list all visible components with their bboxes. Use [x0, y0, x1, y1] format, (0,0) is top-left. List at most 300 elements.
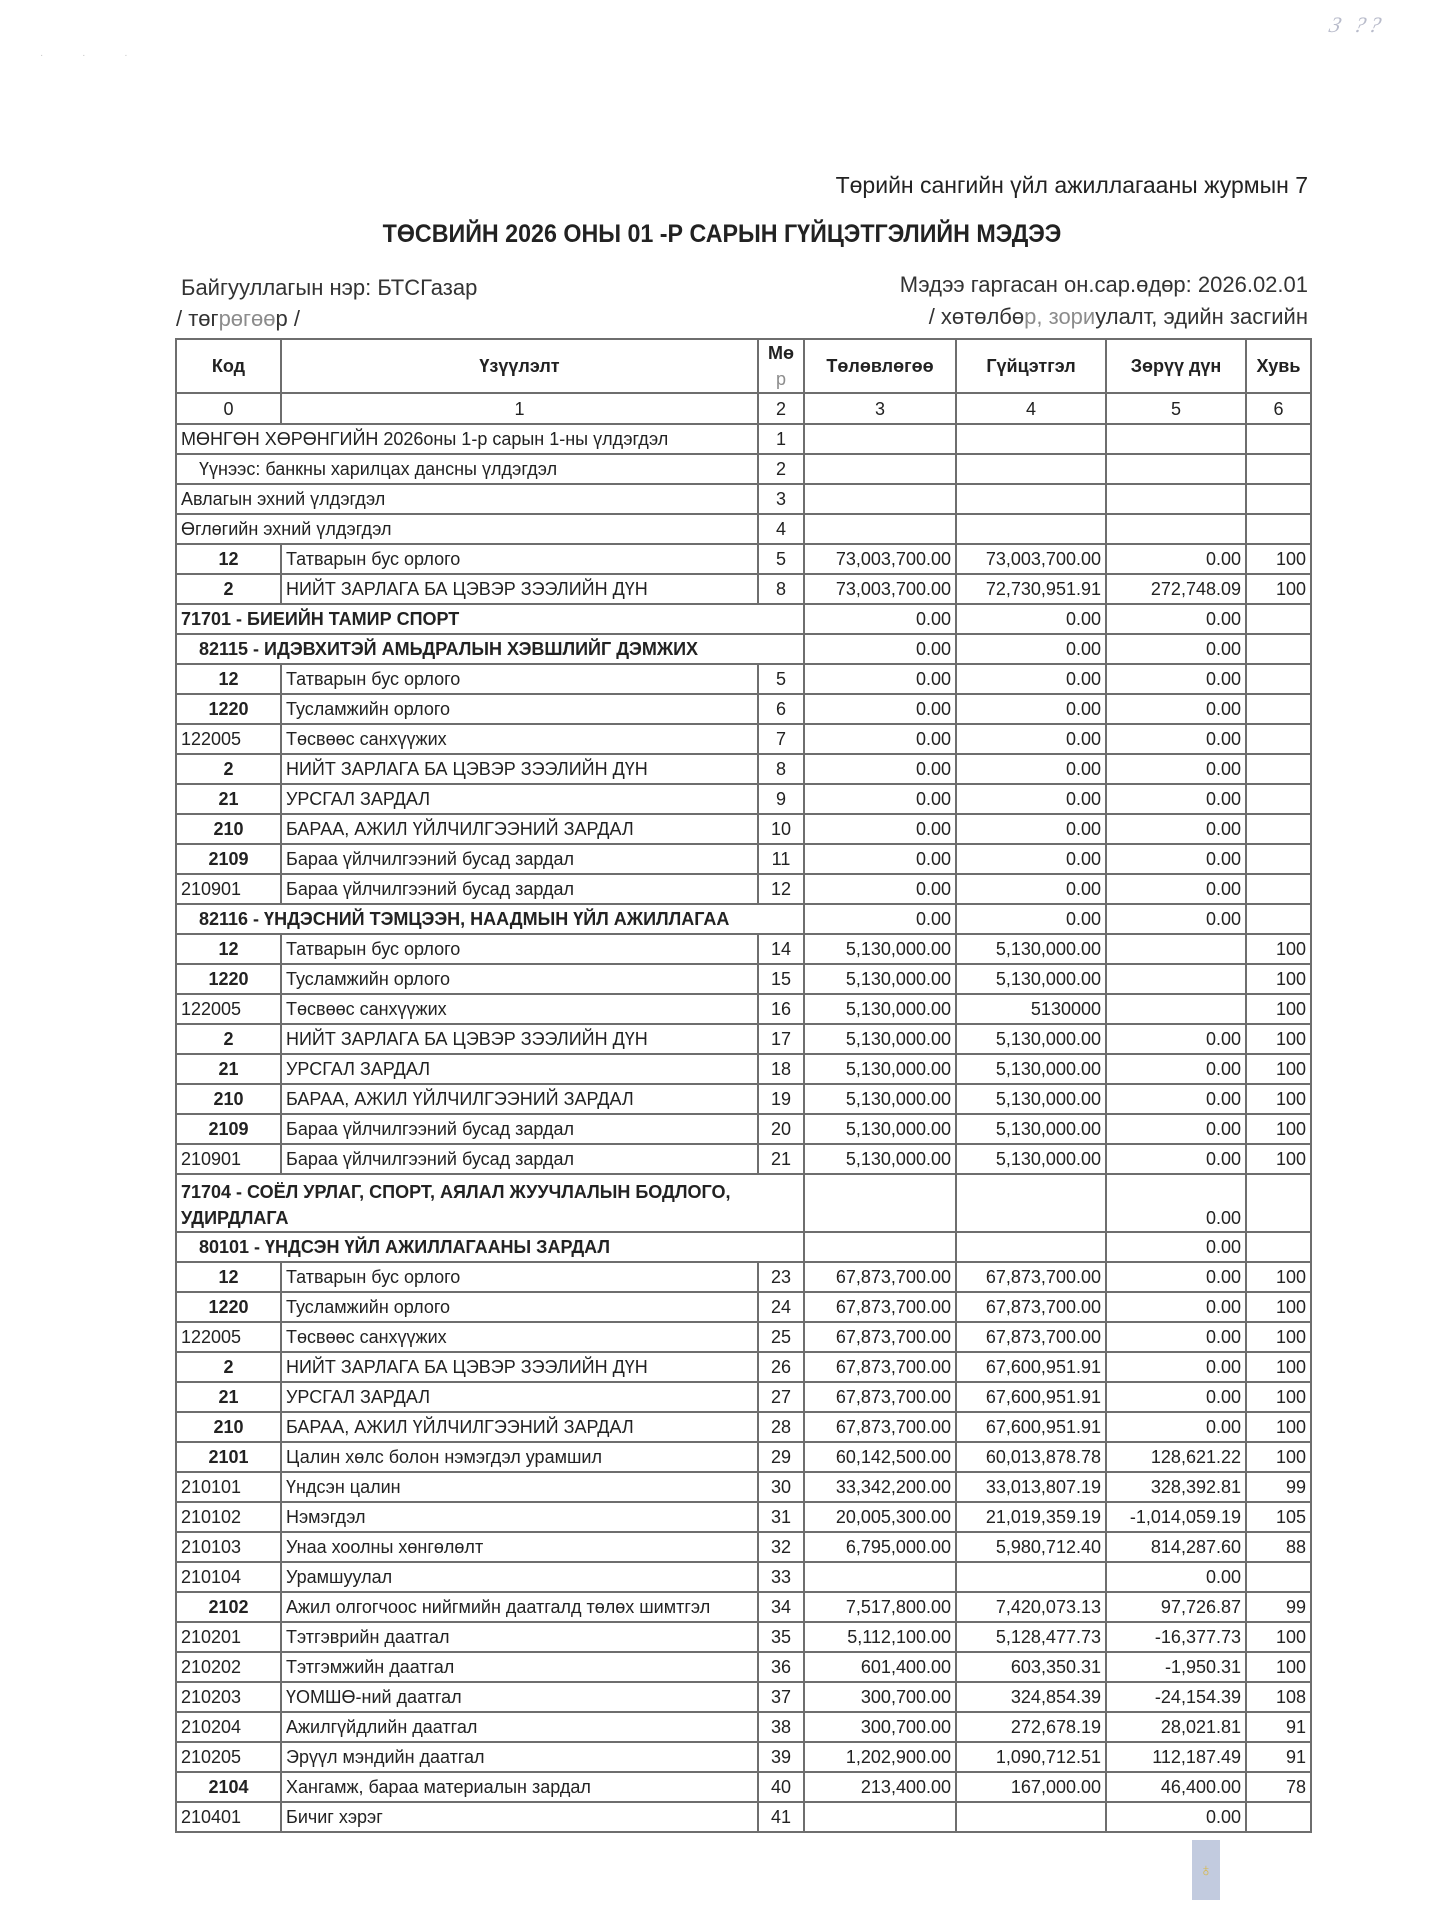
empty-cell [804, 514, 956, 544]
row-description: Хангамж, бараа материалын зардал [281, 1772, 758, 1802]
actual-value: 5,130,000.00 [956, 934, 1106, 964]
percent-value: 100 [1246, 1412, 1311, 1442]
table-row [176, 1144, 1311, 1174]
percent-value: 100 [1246, 1652, 1311, 1682]
index-cell: 1 [281, 393, 758, 424]
row-number: 1 [758, 424, 804, 454]
difference-value: 46,400.00 [1106, 1772, 1246, 1802]
difference-value [1106, 994, 1246, 1024]
section-label: 82116 - ҮНДЭСНИЙ ТЭМЦЭЭН, НААДМЫН ҮЙЛ АЖИЛЛАГАА [176, 904, 804, 934]
plan-value: 5,130,000.00 [804, 1024, 956, 1054]
empty-cell [804, 454, 956, 484]
difference-value: 0.00 [1106, 724, 1246, 754]
percent-value: 100 [1246, 1024, 1311, 1054]
difference-value: 328,392.81 [1106, 1472, 1246, 1502]
handwritten-note: 3 ?? [1326, 12, 1388, 37]
percent-value: 100 [1246, 1114, 1311, 1144]
row-number: 30 [758, 1472, 804, 1502]
actual-value: 5130000 [956, 994, 1106, 1024]
percent-value [1246, 814, 1311, 844]
program-header-71704 [176, 1174, 1311, 1232]
actual-value: 5,130,000.00 [956, 1114, 1106, 1144]
row-label: Үүнээс: банкны харилцах дансны үлдэгдэл [176, 454, 758, 484]
index-cell: 6 [1246, 393, 1311, 424]
opening-balance-row [176, 514, 1311, 544]
row-number: 26 [758, 1352, 804, 1382]
plan-value: 0.00 [804, 874, 956, 904]
table-row [176, 1084, 1311, 1114]
difference-value: 0.00 [1106, 874, 1246, 904]
program-header-71701 [176, 604, 1311, 634]
percent-value: 100 [1246, 1622, 1311, 1652]
row-code: 2 [176, 1024, 281, 1054]
row-number: 23 [758, 1262, 804, 1292]
row-number: 18 [758, 1054, 804, 1084]
row-description: БАРАА, АЖИЛ ҮЙЛЧИЛГЭЭНИЙ ЗАРДАЛ [281, 1084, 758, 1114]
row-number: 19 [758, 1084, 804, 1114]
row-code: 1220 [176, 1292, 281, 1322]
actual-value: 0.00 [956, 694, 1106, 724]
table-row [176, 1742, 1311, 1772]
difference-value: 814,287.60 [1106, 1532, 1246, 1562]
plan-value: 6,795,000.00 [804, 1532, 956, 1562]
row-description: Төсвөөс санхүүжих [281, 994, 758, 1024]
table-row [176, 694, 1311, 724]
difference-value: 0.00 [1106, 1802, 1246, 1832]
table-row [176, 994, 1311, 1024]
empty-cell [1246, 1174, 1311, 1232]
header-actual: Гүйцэтгэл [956, 339, 1106, 393]
table-row [176, 754, 1311, 784]
row-number: 12 [758, 874, 804, 904]
row-number: 40 [758, 1772, 804, 1802]
percent-value: 105 [1246, 1502, 1311, 1532]
plan-value: 0.00 [804, 634, 956, 664]
index-cell: 2 [758, 393, 804, 424]
actual-value: 67,600,951.91 [956, 1412, 1106, 1442]
difference-value: 0.00 [1106, 1382, 1246, 1412]
subprogram-header-82115 [176, 634, 1311, 664]
row-number: 29 [758, 1442, 804, 1472]
actual-value: 5,130,000.00 [956, 1024, 1106, 1054]
difference-value: 128,621.22 [1106, 1442, 1246, 1472]
table-row [176, 1472, 1311, 1502]
plan-value: 67,873,700.00 [804, 1262, 956, 1292]
difference-value: 0.00 [1106, 1084, 1246, 1114]
actual-value: 0.00 [956, 904, 1106, 934]
plan-value: 5,130,000.00 [804, 964, 956, 994]
table-row [176, 1592, 1311, 1622]
classification-part: и [1082, 304, 1096, 329]
percent-value: 108 [1246, 1682, 1311, 1712]
row-description: Эрүүл мэндийн даатгал [281, 1742, 758, 1772]
percent-value [1246, 844, 1311, 874]
table-row [176, 1682, 1311, 1712]
percent-value: 99 [1246, 1592, 1311, 1622]
actual-value [956, 1562, 1106, 1592]
row-code: 21 [176, 1382, 281, 1412]
table-row [176, 1802, 1311, 1832]
percent-value: 100 [1246, 544, 1311, 574]
percent-value [1246, 784, 1311, 814]
row-number: 35 [758, 1622, 804, 1652]
index-cell: 5 [1106, 393, 1246, 424]
percent-value: 100 [1246, 574, 1311, 604]
row-description: УРСГАЛ ЗАРДАЛ [281, 1054, 758, 1084]
row-code: 1220 [176, 694, 281, 724]
row-code: 2104 [176, 1772, 281, 1802]
percent-value: 100 [1246, 1084, 1311, 1114]
table-row [176, 1262, 1311, 1292]
header-plan: Төлөвлөгөө [804, 339, 956, 393]
difference-value: 0.00 [1106, 814, 1246, 844]
row-code: 21 [176, 784, 281, 814]
plan-value [804, 1232, 956, 1262]
row-code: 2102 [176, 1592, 281, 1622]
difference-value: 0.00 [1106, 604, 1246, 634]
row-code: 210203 [176, 1682, 281, 1712]
plan-value: 5,112,100.00 [804, 1622, 956, 1652]
row-code: 2 [176, 754, 281, 784]
empty-cell [804, 484, 956, 514]
row-number: 5 [758, 544, 804, 574]
currency-unit-suffix: р / [275, 306, 300, 331]
difference-value: 0.00 [1106, 1024, 1246, 1054]
row-description: НИЙТ ЗАРЛАГА БА ЦЭВЭР ЗЭЭЛИЙН ДҮН [281, 1024, 758, 1054]
actual-value: 7,420,073.13 [956, 1592, 1106, 1622]
empty-cell [1106, 454, 1246, 484]
table-row [176, 544, 1311, 574]
difference-value: 0.00 [1106, 784, 1246, 814]
difference-value: -1,950.31 [1106, 1652, 1246, 1682]
difference-value: 0.00 [1106, 1292, 1246, 1322]
table-row [176, 1532, 1311, 1562]
difference-value: 97,726.87 [1106, 1592, 1246, 1622]
row-code: 2101 [176, 1442, 281, 1472]
row-label: Авлагын эхний үлдэгдэл [176, 484, 758, 514]
empty-cell [1246, 634, 1311, 664]
difference-value: 0.00 [1106, 544, 1246, 574]
plan-value [804, 1174, 956, 1232]
actual-value: 67,873,700.00 [956, 1262, 1106, 1292]
subprogram-header-80101 [176, 1232, 1311, 1262]
table-row [176, 1114, 1311, 1144]
row-number: 34 [758, 1592, 804, 1622]
row-description: УРСГАЛ ЗАРДАЛ [281, 784, 758, 814]
empty-cell [1106, 424, 1246, 454]
row-number: 2 [758, 454, 804, 484]
plan-value: 0.00 [804, 844, 956, 874]
actual-value: 67,600,951.91 [956, 1352, 1106, 1382]
section-label: 71704 - СОЁЛ УРЛАГ, СПОРТ, АЯЛАЛ ЖУУЧЛАЛЫН БОДЛОГО, УДИРДЛАГА [176, 1174, 804, 1232]
row-code: 210103 [176, 1532, 281, 1562]
row-code: 122005 [176, 724, 281, 754]
header-percent: Хувь [1246, 339, 1311, 393]
row-number: 25 [758, 1322, 804, 1352]
percent-value [1246, 664, 1311, 694]
classification-part: р, зор [1024, 304, 1083, 329]
plan-value: 5,130,000.00 [804, 1114, 956, 1144]
classification-part: улалт, эдийн засгийн [1095, 304, 1308, 329]
row-description: Бараа үйлчилгээний бусад зардал [281, 1114, 758, 1144]
empty-cell [804, 424, 956, 454]
percent-value: 100 [1246, 1352, 1311, 1382]
row-code: 210 [176, 1084, 281, 1114]
header-row-no-top: Мө [768, 343, 794, 363]
report-title: ТӨСВИЙН 2026 ОНЫ 01 -Р САРЫН ГҮЙЦЭТГЭЛИЙН МЭДЭЭ [382, 220, 1062, 248]
actual-value: 0.00 [956, 874, 1106, 904]
plan-value: 300,700.00 [804, 1712, 956, 1742]
plan-value: 0.00 [804, 604, 956, 634]
row-code: 210901 [176, 874, 281, 904]
row-description: Тусламжийн орлого [281, 694, 758, 724]
index-cell: 4 [956, 393, 1106, 424]
percent-value: 100 [1246, 1292, 1311, 1322]
percent-value: 100 [1246, 1262, 1311, 1292]
budget-execution-table [175, 338, 1312, 1833]
row-code: 12 [176, 934, 281, 964]
percent-value: 100 [1246, 1442, 1311, 1472]
difference-value: 0.00 [1106, 1562, 1246, 1592]
empty-cell [956, 514, 1106, 544]
currency-unit-prefix: / төг [176, 306, 219, 331]
plan-value: 67,873,700.00 [804, 1322, 956, 1352]
row-code: 210901 [176, 1144, 281, 1174]
difference-value: 0.00 [1106, 1174, 1246, 1232]
row-description: Ажил олгогчоос нийгмийн даатгалд төлөх шимтгэл [281, 1592, 758, 1622]
row-description: Бараа үйлчилгээний бусад зардал [281, 1144, 758, 1174]
difference-value: 0.00 [1106, 1262, 1246, 1292]
table-row [176, 1652, 1311, 1682]
row-number: 15 [758, 964, 804, 994]
row-code: 210 [176, 814, 281, 844]
actual-value: 33,013,807.19 [956, 1472, 1106, 1502]
subprogram-header-82116 [176, 904, 1311, 934]
actual-value: 0.00 [956, 784, 1106, 814]
table-row [176, 724, 1311, 754]
difference-value: 0.00 [1106, 634, 1246, 664]
actual-value: 72,730,951.91 [956, 574, 1106, 604]
row-code: 2 [176, 574, 281, 604]
row-number: 37 [758, 1682, 804, 1712]
row-number: 39 [758, 1742, 804, 1772]
row-code: 210102 [176, 1502, 281, 1532]
row-code: 122005 [176, 1322, 281, 1352]
header-row-no-bottom: р [775, 369, 786, 389]
row-number: 9 [758, 784, 804, 814]
actual-value: 5,128,477.73 [956, 1622, 1106, 1652]
percent-value: 88 [1246, 1532, 1311, 1562]
row-code: 1220 [176, 964, 281, 994]
row-description: Унаа хоолны хөнгөлөлт [281, 1532, 758, 1562]
row-number: 3 [758, 484, 804, 514]
plan-value: 7,517,800.00 [804, 1592, 956, 1622]
row-description: Нэмэгдэл [281, 1502, 758, 1532]
empty-cell [956, 424, 1106, 454]
plan-value: 213,400.00 [804, 1772, 956, 1802]
row-code: 210401 [176, 1802, 281, 1832]
table-row [176, 1712, 1311, 1742]
row-code: 2109 [176, 844, 281, 874]
row-number: 4 [758, 514, 804, 544]
percent-value [1246, 694, 1311, 724]
actual-value: 5,130,000.00 [956, 964, 1106, 994]
section-label: 71701 - БИЕИЙН ТАМИР СПОРТ [176, 604, 804, 634]
row-number: 20 [758, 1114, 804, 1144]
row-number: 28 [758, 1412, 804, 1442]
actual-value [956, 1174, 1106, 1232]
row-description: Татварын бус орлого [281, 1262, 758, 1292]
row-description: Татварын бус орлого [281, 664, 758, 694]
opening-balance-row [176, 454, 1311, 484]
plan-value: 33,342,200.00 [804, 1472, 956, 1502]
plan-value: 67,873,700.00 [804, 1412, 956, 1442]
plan-value: 0.00 [804, 784, 956, 814]
actual-value: 67,873,700.00 [956, 1292, 1106, 1322]
actual-value: 67,873,700.00 [956, 1322, 1106, 1352]
row-number: 10 [758, 814, 804, 844]
percent-value: 100 [1246, 994, 1311, 1024]
row-number: 6 [758, 694, 804, 724]
section-label: 80101 - ҮНДСЭН ҮЙЛ АЖИЛЛАГААНЫ ЗАРДАЛ [176, 1232, 804, 1262]
percent-value: 100 [1246, 1054, 1311, 1084]
difference-value: 0.00 [1106, 754, 1246, 784]
table-row [176, 1322, 1311, 1352]
difference-value: 0.00 [1106, 1352, 1246, 1382]
currency-unit [176, 306, 300, 332]
empty-cell [1246, 1232, 1311, 1262]
empty-cell [956, 454, 1106, 484]
difference-value: 0.00 [1106, 694, 1246, 724]
plan-value: 5,130,000.00 [804, 1054, 956, 1084]
percent-value: 100 [1246, 964, 1311, 994]
row-number: 16 [758, 994, 804, 1024]
actual-value: 5,130,000.00 [956, 1084, 1106, 1114]
actual-value: 60,013,878.78 [956, 1442, 1106, 1472]
classification-part: / хөтөлбө [928, 304, 1025, 329]
row-description: Бараа үйлчилгээний бусад зардал [281, 844, 758, 874]
empty-cell [1106, 514, 1246, 544]
actual-value [956, 1802, 1106, 1832]
row-code: 210202 [176, 1652, 281, 1682]
header-row [176, 339, 1311, 393]
row-description: Бараа үйлчилгээний бусад зардал [281, 874, 758, 904]
actual-value: 0.00 [956, 724, 1106, 754]
table-row [176, 874, 1311, 904]
table-row [176, 934, 1311, 964]
actual-value: 0.00 [956, 664, 1106, 694]
table-row [176, 574, 1311, 604]
row-code: 210205 [176, 1742, 281, 1772]
table-row [176, 1024, 1311, 1054]
difference-value [1106, 934, 1246, 964]
actual-value: 67,600,951.91 [956, 1382, 1106, 1412]
table-row [176, 1382, 1311, 1412]
row-description: НИЙТ ЗАРЛАГА БА ЦЭВЭР ЗЭЭЛИЙН ДҮН [281, 574, 758, 604]
plan-value: 601,400.00 [804, 1652, 956, 1682]
row-code: 12 [176, 664, 281, 694]
row-description: Урамшуулал [281, 1562, 758, 1592]
row-description: Төсвөөс санхүүжих [281, 1322, 758, 1352]
row-code: 12 [176, 1262, 281, 1292]
row-number: 21 [758, 1144, 804, 1174]
percent-value: 91 [1246, 1712, 1311, 1742]
difference-value: 0.00 [1106, 1144, 1246, 1174]
percent-value: 100 [1246, 934, 1311, 964]
percent-value [1246, 874, 1311, 904]
empty-cell [956, 484, 1106, 514]
table-row [176, 1292, 1311, 1322]
table-row [176, 1352, 1311, 1382]
row-number: 11 [758, 844, 804, 874]
table-row [176, 1442, 1311, 1472]
header-difference: Зөрүү дүн [1106, 339, 1246, 393]
row-description: Бичиг хэрэг [281, 1802, 758, 1832]
header-indicator: Үзүүлэлт [281, 339, 758, 393]
plan-value: 20,005,300.00 [804, 1502, 956, 1532]
empty-cell [1246, 424, 1311, 454]
row-description: Тусламжийн орлого [281, 964, 758, 994]
header-code: Код [176, 339, 281, 393]
row-number: 8 [758, 754, 804, 784]
difference-value: 28,021.81 [1106, 1712, 1246, 1742]
soyombo-emblem-icon: ♁ [1192, 1840, 1220, 1900]
opening-balance-row [176, 484, 1311, 514]
empty-cell [1246, 904, 1311, 934]
section-label: 82115 - ИДЭВХИТЭЙ АМЬДРАЛЫН ХЭВШЛИЙГ ДЭМЖИХ [176, 634, 804, 664]
row-label: Өглөгийн эхний үлдэгдэл [176, 514, 758, 544]
plan-value: 67,873,700.00 [804, 1382, 956, 1412]
row-description: Татварын бус орлого [281, 934, 758, 964]
rule-reference: Төрийн сангийн үйл ажиллагааны журмын 7 [835, 172, 1308, 198]
plan-value: 0.00 [804, 904, 956, 934]
difference-value: 0.00 [1106, 664, 1246, 694]
plan-value: 0.00 [804, 724, 956, 754]
percent-value [1246, 1562, 1311, 1592]
row-description: Тусламжийн орлого [281, 1292, 758, 1322]
actual-value: 0.00 [956, 814, 1106, 844]
percent-value: 100 [1246, 1382, 1311, 1412]
difference-value: 0.00 [1106, 844, 1246, 874]
difference-value: 0.00 [1106, 1232, 1246, 1262]
actual-value: 603,350.31 [956, 1652, 1106, 1682]
actual-value: 1,090,712.51 [956, 1742, 1106, 1772]
currency-unit-faint: рөгөө [218, 306, 276, 331]
difference-value: -1,014,059.19 [1106, 1502, 1246, 1532]
row-description: Тэтгэврийн даатгал [281, 1622, 758, 1652]
plan-value: 60,142,500.00 [804, 1442, 956, 1472]
empty-cell [1106, 484, 1246, 514]
actual-value: 272,678.19 [956, 1712, 1106, 1742]
row-code: 210204 [176, 1712, 281, 1742]
row-description: Үндсэн цалин [281, 1472, 758, 1502]
row-code: 210101 [176, 1472, 281, 1502]
row-code: 12 [176, 544, 281, 574]
actual-value: 0.00 [956, 844, 1106, 874]
header-row-no [758, 339, 804, 393]
difference-value: -24,154.39 [1106, 1682, 1246, 1712]
row-description: Татварын бус орлого [281, 544, 758, 574]
plan-value: 0.00 [804, 664, 956, 694]
percent-value: 78 [1246, 1772, 1311, 1802]
row-description: Ажилгүйдлийн даатгал [281, 1712, 758, 1742]
row-number: 24 [758, 1292, 804, 1322]
actual-value: 167,000.00 [956, 1772, 1106, 1802]
column-index-row [176, 393, 1311, 424]
table-row [176, 964, 1311, 994]
row-code: 2 [176, 1352, 281, 1382]
index-cell: 0 [176, 393, 281, 424]
